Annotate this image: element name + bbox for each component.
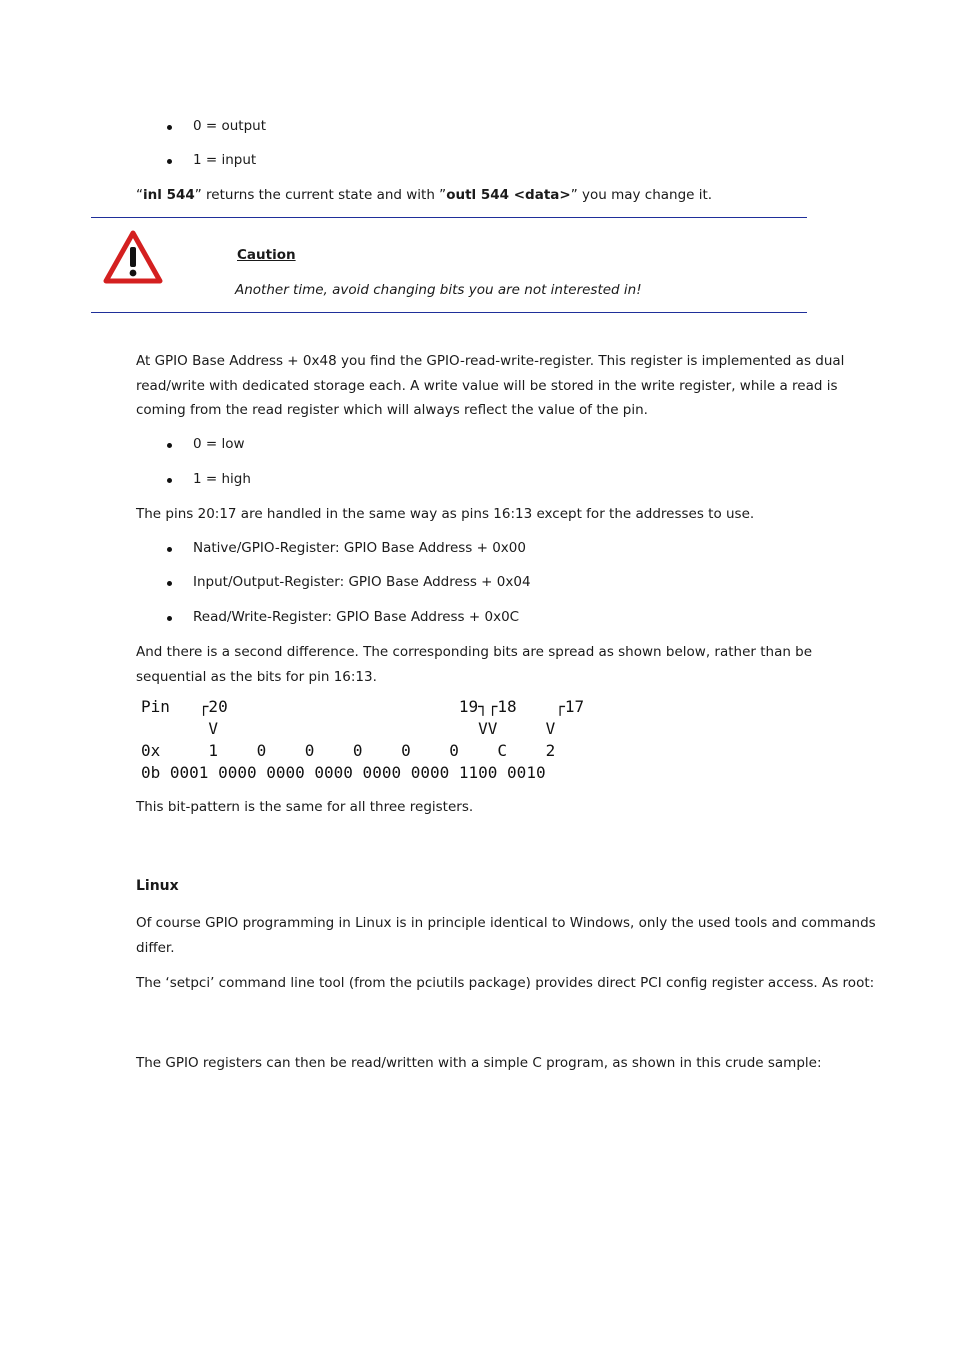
bullet-dot bbox=[167, 478, 172, 483]
sentence-middle: ” returns the current state and with ” bbox=[194, 187, 447, 203]
bullet-dot bbox=[167, 616, 172, 621]
caution-text: Another time, avoid changing bits you are not interested in! bbox=[235, 282, 642, 298]
paragraph-linux: Of course GPIO programming in Linux is in principle identical to Windows, only the used tools and commands differ. bbox=[136, 915, 876, 956]
paragraph-rw-register: At GPIO Base Address + 0x48 you find the GPIO-read-write-register. This register is implemented as dual read/write with dedicated storage each. A write value will be stored in the write register, while a read is coming from the read register which will always reflect the value of the pin. bbox=[136, 353, 845, 418]
inl-outl-sentence bbox=[136, 187, 712, 203]
paragraph-c-program: The GPIO registers can then be read/written with a simple C program, as shown in this crude sample: bbox=[136, 1055, 822, 1071]
paragraph-same-pattern: This bit-pattern is the same for all three registers. bbox=[136, 799, 474, 815]
caution-top-rule bbox=[91, 217, 807, 218]
bit-diagram-pin-line: Pin ┌20 19┐┌18 ┌17 bbox=[141, 697, 585, 716]
list-item: 0 = output bbox=[193, 118, 267, 134]
inl-command: inl 544 bbox=[143, 187, 195, 203]
outl-command: outl 544 <data> bbox=[446, 187, 571, 203]
warning-triangle-icon bbox=[103, 230, 163, 284]
bit-diagram-binary-line: 0b 0001 0000 0000 0000 0000 0000 1100 0010 bbox=[141, 763, 546, 782]
caution-title: Caution bbox=[237, 247, 296, 263]
paragraph-setpci: The ‘setpci’ command line tool (from the pciutils package) provides direct PCI config register access. As root: bbox=[136, 975, 875, 991]
quote-open: “ bbox=[136, 187, 143, 203]
bit-diagram-arrow-line: V VV V bbox=[141, 719, 556, 738]
bullet-dot bbox=[167, 125, 172, 130]
bullet-dot bbox=[167, 547, 172, 552]
bullet-dot bbox=[167, 581, 172, 586]
list-item: Input/Output-Register: GPIO Base Address + 0x04 bbox=[193, 574, 531, 590]
paragraph-difference: And there is a second difference. The corresponding bits are spread as shown below, rather than be sequential as the bits for pin 16:13. bbox=[136, 644, 813, 685]
sentence-end: ” you may change it. bbox=[570, 187, 713, 203]
list-item: Native/GPIO-Register: GPIO Base Address + 0x00 bbox=[193, 540, 526, 556]
bullet-dot bbox=[167, 159, 172, 164]
section-heading-linux: Linux bbox=[136, 878, 179, 894]
bullet-dot bbox=[167, 443, 172, 448]
list-item: 1 = input bbox=[193, 152, 257, 168]
list-item: Read/Write-Register: GPIO Base Address + 0x0C bbox=[193, 609, 520, 625]
list-item: 1 = high bbox=[193, 471, 251, 487]
bit-diagram-hex-line: 0x 1 0 0 0 0 0 C 2 bbox=[141, 741, 556, 760]
paragraph-pins: The pins 20:17 are handled in the same way as pins 16:13 except for the addresses to use. bbox=[136, 506, 755, 522]
caution-bottom-rule bbox=[91, 312, 807, 313]
list-item: 0 = low bbox=[193, 436, 245, 452]
